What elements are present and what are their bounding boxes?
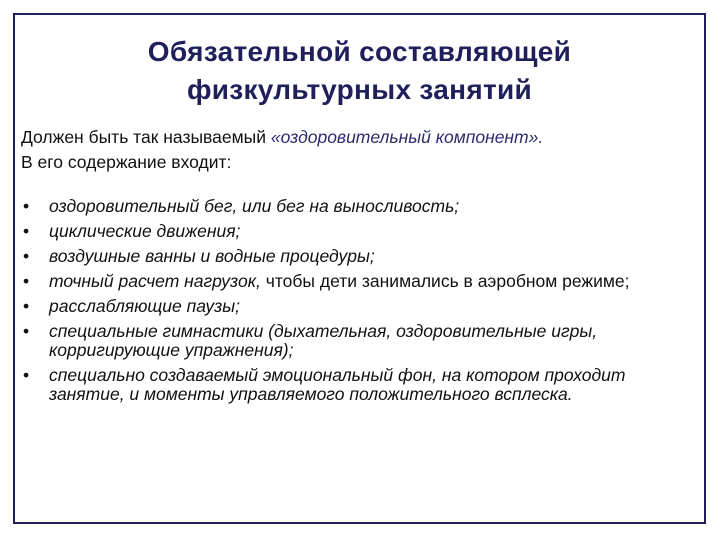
bullet-text-italic: воздушные ванны и водные процедуры; [49, 246, 375, 266]
list-item [21, 322, 691, 360]
title-line-2: физкультурных занятий [186, 74, 533, 105]
bullet-text-italic: специальные гимнастики (дыхательная, оздоровительные игры, корригирующие упражнения); [49, 321, 598, 360]
intro-line-1 [21, 127, 691, 148]
bullet-text-italic: циклические движения; [49, 221, 241, 241]
list-item [21, 297, 691, 316]
bullet-icon: • [23, 221, 30, 241]
slide-frame [13, 13, 706, 524]
slide-title [15, 33, 704, 109]
list-item [21, 272, 691, 291]
list-item [21, 222, 691, 241]
bullet-icon: • [23, 246, 30, 266]
title-line-1: Обязательной составляющей [147, 36, 572, 67]
bullet-text-italic: точный расчет нагрузок, [49, 271, 261, 291]
bullet-icon: • [23, 196, 30, 216]
list-item [21, 247, 691, 266]
bullet-text-italic: специально создаваемый эмоциональный фон, на котором проходит занятие, и моменты управляемого положительного всплеска. [49, 365, 626, 404]
bullet-text-normal: чтобы дети занимались в аэробном режиме; [260, 271, 630, 291]
bullet-icon: • [23, 365, 30, 385]
intro-line-2: В его содержание входит: [21, 152, 232, 172]
bullet-text-italic: расслабляющие паузы; [49, 296, 241, 316]
intro [21, 127, 691, 173]
intro-prefix: Должен быть так называемый [21, 127, 271, 147]
bullet-icon: • [23, 296, 30, 316]
list-item [21, 366, 691, 404]
bullet-icon: • [23, 321, 30, 341]
slide-body [21, 127, 691, 410]
bullet-list [21, 197, 691, 404]
intro-term: «оздоровительный компонент». [270, 127, 544, 147]
bullet-icon: • [23, 271, 30, 291]
bullet-text-italic: оздоровительный бег, или бег на выносливость; [49, 196, 460, 216]
list-item [21, 197, 691, 216]
